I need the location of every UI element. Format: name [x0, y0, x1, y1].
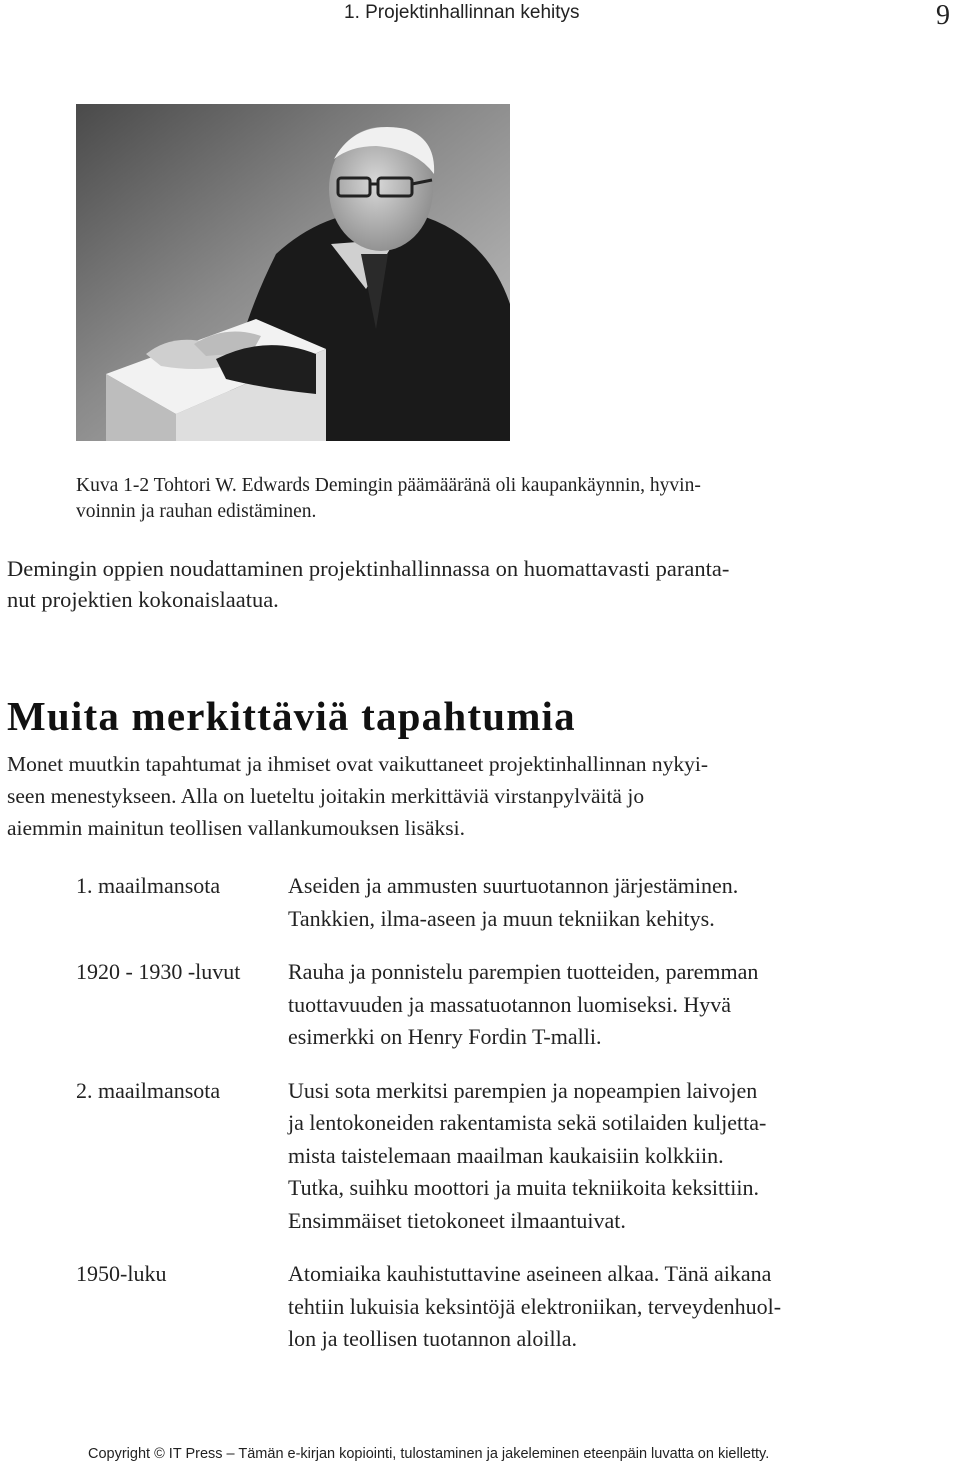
paragraph-line: seen menestykseen. Alla on lueteltu joitakin merkittäviä virstanpylväitä jo	[7, 784, 645, 808]
description-line: Ensimmäiset tietokoneet ilmaantuivat.	[288, 1207, 626, 1233]
description-line: Atomiaika kauhistuttavine aseineen alkaa. Tänä aikana	[288, 1261, 772, 1286]
portrait-photo	[76, 104, 510, 441]
figure-caption	[76, 473, 816, 525]
running-header: 1. Projektinhallinnan kehitys	[344, 2, 580, 23]
description-line: Aseiden ja ammusten suurtuotannon järjestäminen.	[288, 873, 739, 898]
section-heading: Muita merkittäviä tapahtumia	[7, 693, 576, 739]
intro-paragraph	[7, 553, 897, 615]
timeline-entry	[76, 956, 916, 1054]
timeline-description	[288, 956, 916, 1054]
copyright-footer: Copyright © IT Press – Tämän e-kirjan kopiointi, tulostaminen ja jakeleminen eteenpäin luvatta on kielletty.	[88, 1446, 770, 1462]
paragraph-line: Demingin oppien noudattaminen projektinhallinnassa on huomattavasti paranta-	[7, 556, 730, 581]
timeline-list	[76, 870, 916, 1356]
description-line: ja lentokoneiden rakentamista sekä sotilaiden kuljetta-	[288, 1110, 767, 1135]
section-paragraph	[7, 748, 897, 844]
caption-line: voinnin ja rauhan edistäminen.	[76, 501, 317, 522]
description-line: tehtiin lukuisia keksintöjä elektroniikan, terveydenhuol-	[288, 1293, 782, 1319]
caption-line: Kuva 1-2 Tohtori W. Edwards Demingin päämääränä oli kaupankäynnin, hyvin-	[76, 475, 701, 496]
timeline-period: 1920 - 1930 -luvut	[76, 959, 241, 984]
description-line: mista taistelemaan maailman kaukaisiin kolkkiin.	[288, 1142, 724, 1168]
description-line: Rauha ja ponnistelu parempien tuotteiden, paremman	[288, 959, 759, 984]
description-line: tuottavuuden ja massatuotannon luomiseksi. Hyvä	[288, 991, 731, 1017]
timeline-entry	[76, 870, 916, 935]
timeline-entry	[76, 1258, 916, 1356]
description-line: Tankkien, ilma-aseen ja muun tekniikan kehitys.	[288, 905, 715, 931]
description-line: Uusi sota merkitsi parempien ja nopeampien laivojen	[288, 1077, 758, 1103]
paragraph-line: Monet muutkin tapahtumat ja ihmiset ovat vaikuttaneet projektinhallinnan nykyi-	[7, 752, 708, 776]
timeline-entry	[76, 1075, 916, 1238]
timeline-period: 2. maailmansota	[76, 1077, 221, 1103]
description-line: lon ja teollisen tuotannon aloilla.	[288, 1326, 577, 1351]
page-number: 9	[936, 0, 950, 31]
paragraph-line: aiemmin mainitun teollisen vallankumouksen lisäksi.	[7, 816, 465, 840]
timeline-description	[288, 870, 916, 935]
description-line: Tutka, suihku moottori ja muita tekniikoita keksittiin.	[288, 1175, 759, 1200]
timeline-period: 1. maailmansota	[76, 873, 221, 898]
paragraph-line: nut projektien kokonaislaatua.	[7, 587, 279, 612]
description-line: esimerkki on Henry Fordin T-malli.	[288, 1024, 602, 1049]
timeline-description	[288, 1258, 916, 1356]
timeline-period: 1950-luku	[76, 1261, 167, 1286]
timeline-description	[288, 1075, 916, 1238]
